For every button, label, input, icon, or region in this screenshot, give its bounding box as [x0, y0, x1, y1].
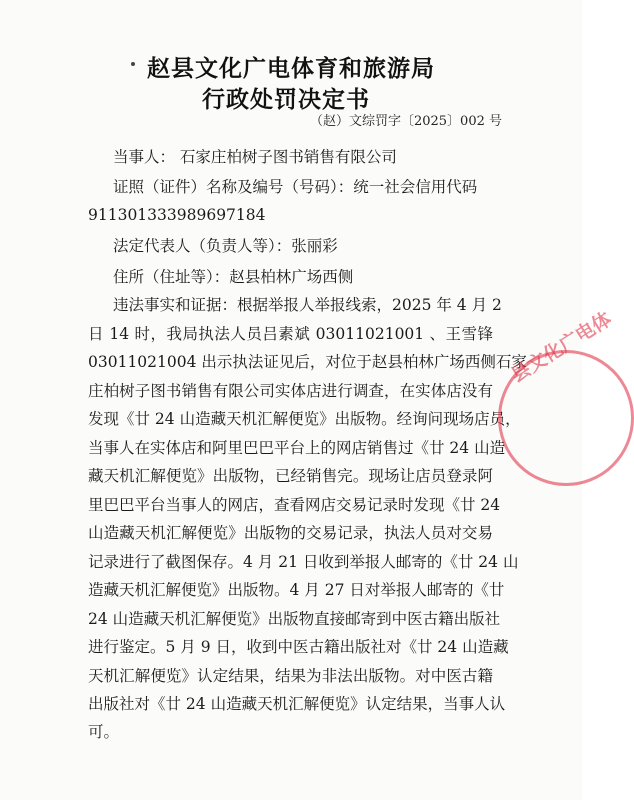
party-id-value: 911301333989697184 — [88, 206, 266, 224]
party-rep-line: 法定代表人（负责人等）：张丽彩 — [113, 237, 338, 255]
party-id-line: 证照（证件）名称及编号（号码）：统一社会信用代码 — [113, 178, 478, 196]
facts-line: 日 14 时，我局执法人员吕素斌 03011021001 、王雪锋 — [88, 325, 493, 343]
document-number: （赵）文综罚字〔2025〕002 号 — [309, 114, 502, 129]
official-seal-text: 县文化广电体 — [507, 307, 616, 388]
facts-line: 记录进行了截图保存。4 月 21 日收到举报人邮寄的《廿 24 山 — [88, 553, 519, 571]
facts-line: 庄柏树子图书销售有限公司实体店进行调查，在实体店没有 — [88, 382, 493, 400]
facts-line: 当事人在实体店和阿里巴巴平台上的网店销售过《廿 24 山造 — [88, 439, 506, 457]
facts-line: 山造藏天机汇解便览》出版物的交易记录，执法人员对交易 — [88, 524, 493, 542]
facts-line: 出版社对《廿 24 山造藏天机汇解便览》认定结果，当事人认 — [88, 695, 506, 713]
facts-line: 24 山造藏天机汇解便览》出版物直接邮寄到中医古籍出版社 — [88, 610, 501, 628]
party-address-line: 住所（住址等）：赵县柏林广场西侧 — [113, 268, 354, 286]
facts-line: 里巴巴平台当事人的网店，查看网店交易记录时发现《廿 24 — [88, 496, 501, 514]
facts-line: 发现《廿 24 山造藏天机汇解便览》出版物。经询问现场店员， — [88, 410, 521, 428]
party-name-line: 当事人： 石家庄柏树子图书销售有限公司 — [113, 148, 397, 166]
facts-line: 可。 — [88, 723, 120, 741]
facts-line: 造藏天机汇解便览》出版物。4 月 27 日对举报人邮寄的《廿 — [88, 581, 505, 599]
facts-line: 进行鉴定。5 月 9 日，收到中医古籍出版社对《廿 24 山造藏 — [88, 638, 509, 656]
facts-line: 违法事实和证据：根据举报人举报线索，2025 年 4 月 2 — [113, 296, 502, 314]
facts-line: 03011021004 出示执法证见后，对位于赵县柏林广场西侧石家 — [88, 353, 527, 371]
document-org-title: 赵县文化广电体育和旅游局 — [147, 55, 435, 82]
facts-line: 天机汇解便览》认定结果，结果为非法出版物。对中医古籍 — [88, 667, 493, 685]
document-type-title: 行政处罚决定书 — [202, 86, 370, 113]
facts-line: 藏天机汇解便览》出版物，已经销售完。现场让店员登录阿 — [88, 467, 493, 485]
